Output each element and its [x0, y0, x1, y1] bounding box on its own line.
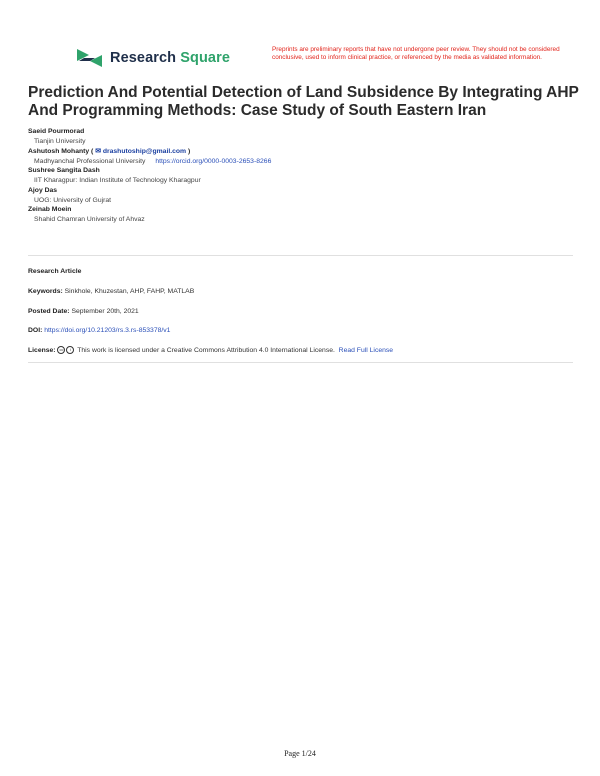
- author-affiliation: Shahid Chamran University of Ahvaz: [34, 216, 145, 223]
- author-email-link[interactable]: drashutoship@gmail.com: [102, 147, 187, 155]
- paper-title: Prediction And Potential Detection of Land Subsidence By Integrating AHP And Programming Methods: Case Study of South Eastern Iran: [28, 84, 579, 119]
- license-label: License:: [28, 346, 56, 354]
- mail-icon: ✉: [95, 147, 101, 155]
- read-full-license-link[interactable]: Read Full License: [338, 346, 394, 354]
- doi-label: DOI:: [28, 327, 43, 334]
- orcid-link[interactable]: https://orcid.org/0000-0003-2653-8266: [155, 157, 272, 165]
- keywords-label: Keywords:: [28, 288, 63, 295]
- cc-icon: cc: [59, 347, 64, 352]
- research-square-logo[interactable]: [76, 47, 230, 69]
- page-number: Page 1/24: [284, 749, 316, 758]
- keywords-value: Sinkhole, Khuzestan, AHP, FAHP, MATLAB: [64, 288, 195, 295]
- doi-line: [28, 327, 170, 334]
- section-divider: [28, 362, 573, 363]
- author-name: Zeinab Moein: [28, 206, 72, 213]
- posted-date-line: [28, 308, 139, 315]
- license-text: This work is licensed under a Creative Commons Attribution 4.0 International License.: [77, 346, 335, 354]
- author-list: [28, 127, 588, 225]
- author-affiliation: IIT Kharagpur: Indian Institute of Technology Kharagpur: [34, 177, 201, 184]
- author-block: Ashutosh Mohanty ( ✉ drashutoship@gmail.com ) Madhyanchal Professional University https://orcid.org/0000-0003-2653-8266: [28, 147, 272, 165]
- author-block: [28, 166, 588, 186]
- license-line: [28, 346, 393, 354]
- brand-name: Research Square: [110, 50, 230, 66]
- author-affiliation: UOG: University of Gujrat: [34, 196, 112, 204]
- author-name: Ashutosh Mohanty: [28, 147, 90, 155]
- preprint-disclaimer: Preprints are preliminary reports that have not undergone peer review. They should not be considered conclusive, used to inform clinical practice, or referenced by the media as validated information.: [272, 46, 560, 61]
- attribution-icon: i: [66, 346, 74, 354]
- research-square-logo-icon: [76, 47, 103, 69]
- author-affiliation: Madhyanchal Professional University: [34, 157, 146, 165]
- keywords-line: [28, 288, 194, 295]
- doi-link[interactable]: https://doi.org/10.21203/rs.3.rs-853378/v1: [44, 327, 171, 334]
- author-name: Sushree Sangita Dash: [28, 167, 100, 174]
- posted-date-label: Posted Date:: [28, 308, 70, 315]
- posted-date-value: September 20th, 2021: [71, 308, 139, 315]
- author-affiliation: Tianjin University: [34, 138, 86, 145]
- author-name: Ajoy Das: [28, 186, 58, 194]
- author-name: Saeid Pourmorad: [28, 128, 85, 135]
- header: [0, 0, 600, 80]
- author-block: [28, 186, 588, 206]
- author-block: [28, 205, 588, 225]
- author-block: [28, 127, 588, 147]
- article-type: Research Article: [28, 268, 82, 275]
- section-divider: [28, 255, 573, 256]
